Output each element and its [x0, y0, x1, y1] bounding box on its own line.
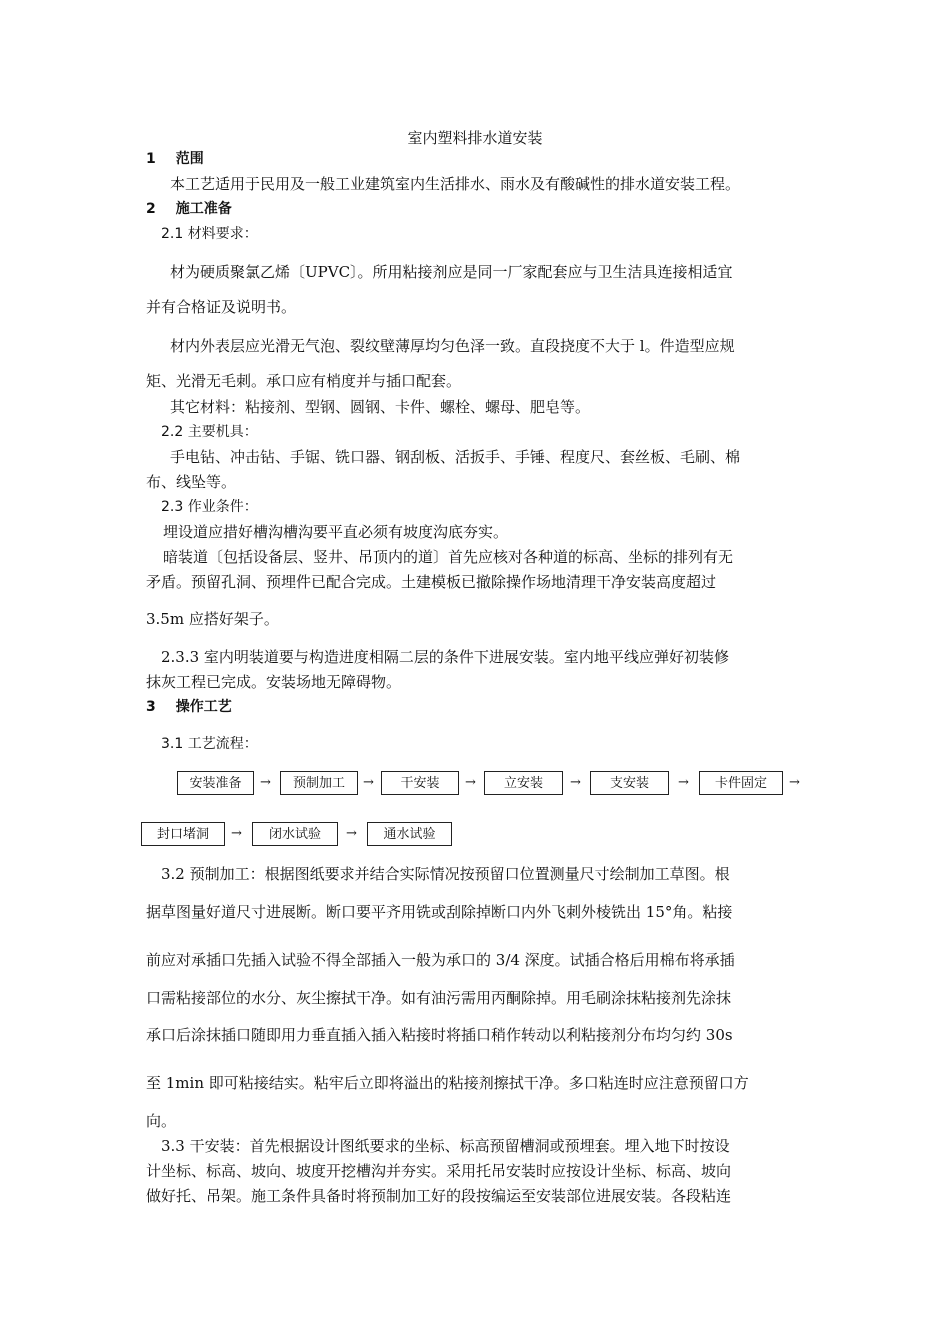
arrow-icon: → — [678, 775, 689, 790]
paragraph-line: 并有合格证及说明书。 — [146, 298, 297, 316]
section-2-heading — [146, 199, 232, 219]
subsection-3-1-heading: 3.1 工艺流程： — [161, 736, 258, 752]
paragraph-line: 3.3 干安装：首先根据设计图纸要求的坐标、标高预留槽洞或预埋套。埋入地下时按设 — [161, 1137, 730, 1155]
section-number: 3 — [146, 699, 156, 715]
paragraph-line: 做好托、吊架。施工条件具备时将预制加工好的段按编运至安装部位进展安装。各段粘连 — [146, 1187, 732, 1205]
section-number: 1 — [146, 151, 156, 167]
arrow-icon: → — [789, 775, 800, 790]
section-1-heading — [146, 149, 204, 169]
flow-step-7: 封口堵洞 — [141, 822, 225, 846]
flow-step-3: 干安装 — [381, 771, 459, 795]
paragraph-line: 2.3.3 室内明装道要与构造进度相隔二层的条件下进展安装。室内地平线应弹好初装修 — [161, 648, 729, 666]
paragraph-line: 承口后涂抹插口随即用力垂直插入插入粘接时将插口稍作转动以利粘接剂分布均匀约 30s — [146, 1026, 733, 1044]
paragraph-line: 3.2 预制加工：根据图纸要求并结合实际情况按预留口位置测量尺寸绘制加工草图。根 — [161, 865, 730, 883]
page-title: 室内塑料排水道安装 — [407, 129, 543, 147]
paragraph-line: 手电钻、冲击钻、手锯、铣口器、钢刮板、活扳手、手锤、程度尺、套丝板、毛刷、棉 — [170, 448, 741, 466]
arrow-icon: → — [346, 826, 357, 841]
arrow-icon: → — [260, 775, 271, 790]
section-3-heading — [146, 697, 232, 717]
section-title: 操作工艺 — [175, 699, 232, 715]
flow-step-8: 闭水试验 — [252, 822, 338, 846]
paragraph-line: 3.5m 应搭好架子。 — [146, 610, 279, 628]
paragraph-line: 材为硬质聚氯乙烯〔UPVC〕。所用粘接剂应是同一厂家配套应与卫生洁具连接相适宜 — [170, 263, 733, 281]
section-title: 范围 — [175, 151, 204, 167]
flow-step-2: 预制加工 — [280, 771, 358, 795]
arrow-icon: → — [465, 775, 476, 790]
paragraph-line: 据草图量好道尺寸进展断。断口要平齐用铣或刮除掉断口内外飞刺外棱铣出 15°角。粘接 — [146, 903, 733, 921]
subsection-2-3-heading: 2.3 作业条件： — [161, 499, 258, 515]
flow-step-1: 安装准备 — [177, 771, 254, 795]
section-number: 2 — [146, 201, 156, 217]
paragraph-line: 矩、光滑无毛刺。承口应有梢度并与插口配套。 — [146, 372, 462, 390]
subsection-2-1-heading: 2.1 材料要求： — [161, 226, 258, 242]
paragraph-line: 埋设道应措好槽沟槽沟要平直必须有坡度沟底夯实。 — [163, 523, 509, 541]
arrow-icon: → — [363, 775, 374, 790]
paragraph-line: 至 1min 即可粘接结实。粘牢后立即将溢出的粘接剂擦拭干净。多口粘连时应注意预留口方 — [146, 1074, 749, 1092]
paragraph-line: 布、线坠等。 — [146, 473, 237, 491]
paragraph-line: 向。 — [146, 1112, 177, 1130]
paragraph-line: 暗装道〔包括设备层、竖井、吊顶内的道〕首先应核对各种道的标高、坐标的排列有无 — [163, 548, 734, 566]
paragraph-line: 口需粘接部位的水分、灰尘擦拭干净。如有油污需用丙酮除掉。用毛刷涂抹粘接剂先涂抹 — [146, 989, 732, 1007]
flow-step-4: 立安装 — [484, 771, 563, 795]
paragraph-line: 其它材料：粘接剂、型钢、圆钢、卡件、螺栓、螺母、肥皂等。 — [170, 398, 591, 416]
paragraph: 本工艺适用于民用及一般工业建筑室内生活排水、雨水及有酸碱性的排水道安装工程。 — [170, 175, 741, 193]
subsection-2-2-heading: 2.2 主要机具： — [161, 424, 258, 440]
paragraph-line: 前应对承插口先插入试验不得全部插入一般为承口的 3/4 深度。试插合格后用棉布将承插 — [146, 951, 735, 969]
flow-step-6: 卡件固定 — [699, 771, 783, 795]
arrow-icon: → — [570, 775, 581, 790]
paragraph-line: 计坐标、标高、坡向、坡度开挖槽沟并夯实。采用托吊安装时应按设计坐标、标高、坡向 — [146, 1162, 732, 1180]
paragraph-line: 抹灰工程已完成。安装场地无障碍物。 — [146, 673, 402, 691]
flow-step-9: 通水试验 — [367, 822, 452, 846]
arrow-icon: → — [231, 826, 242, 841]
section-title: 施工准备 — [175, 201, 232, 217]
flow-step-5: 支安装 — [590, 771, 669, 795]
paragraph-line: 材内外表层应光滑无气泡、裂纹壁薄厚均匀色泽一致。直段挠度不大于 l。件造型应规 — [170, 337, 735, 355]
paragraph-line: 矛盾。预留孔洞、预埋件已配合完成。土建模板已撤除操作场地清理干净安装高度超过 — [146, 573, 717, 591]
